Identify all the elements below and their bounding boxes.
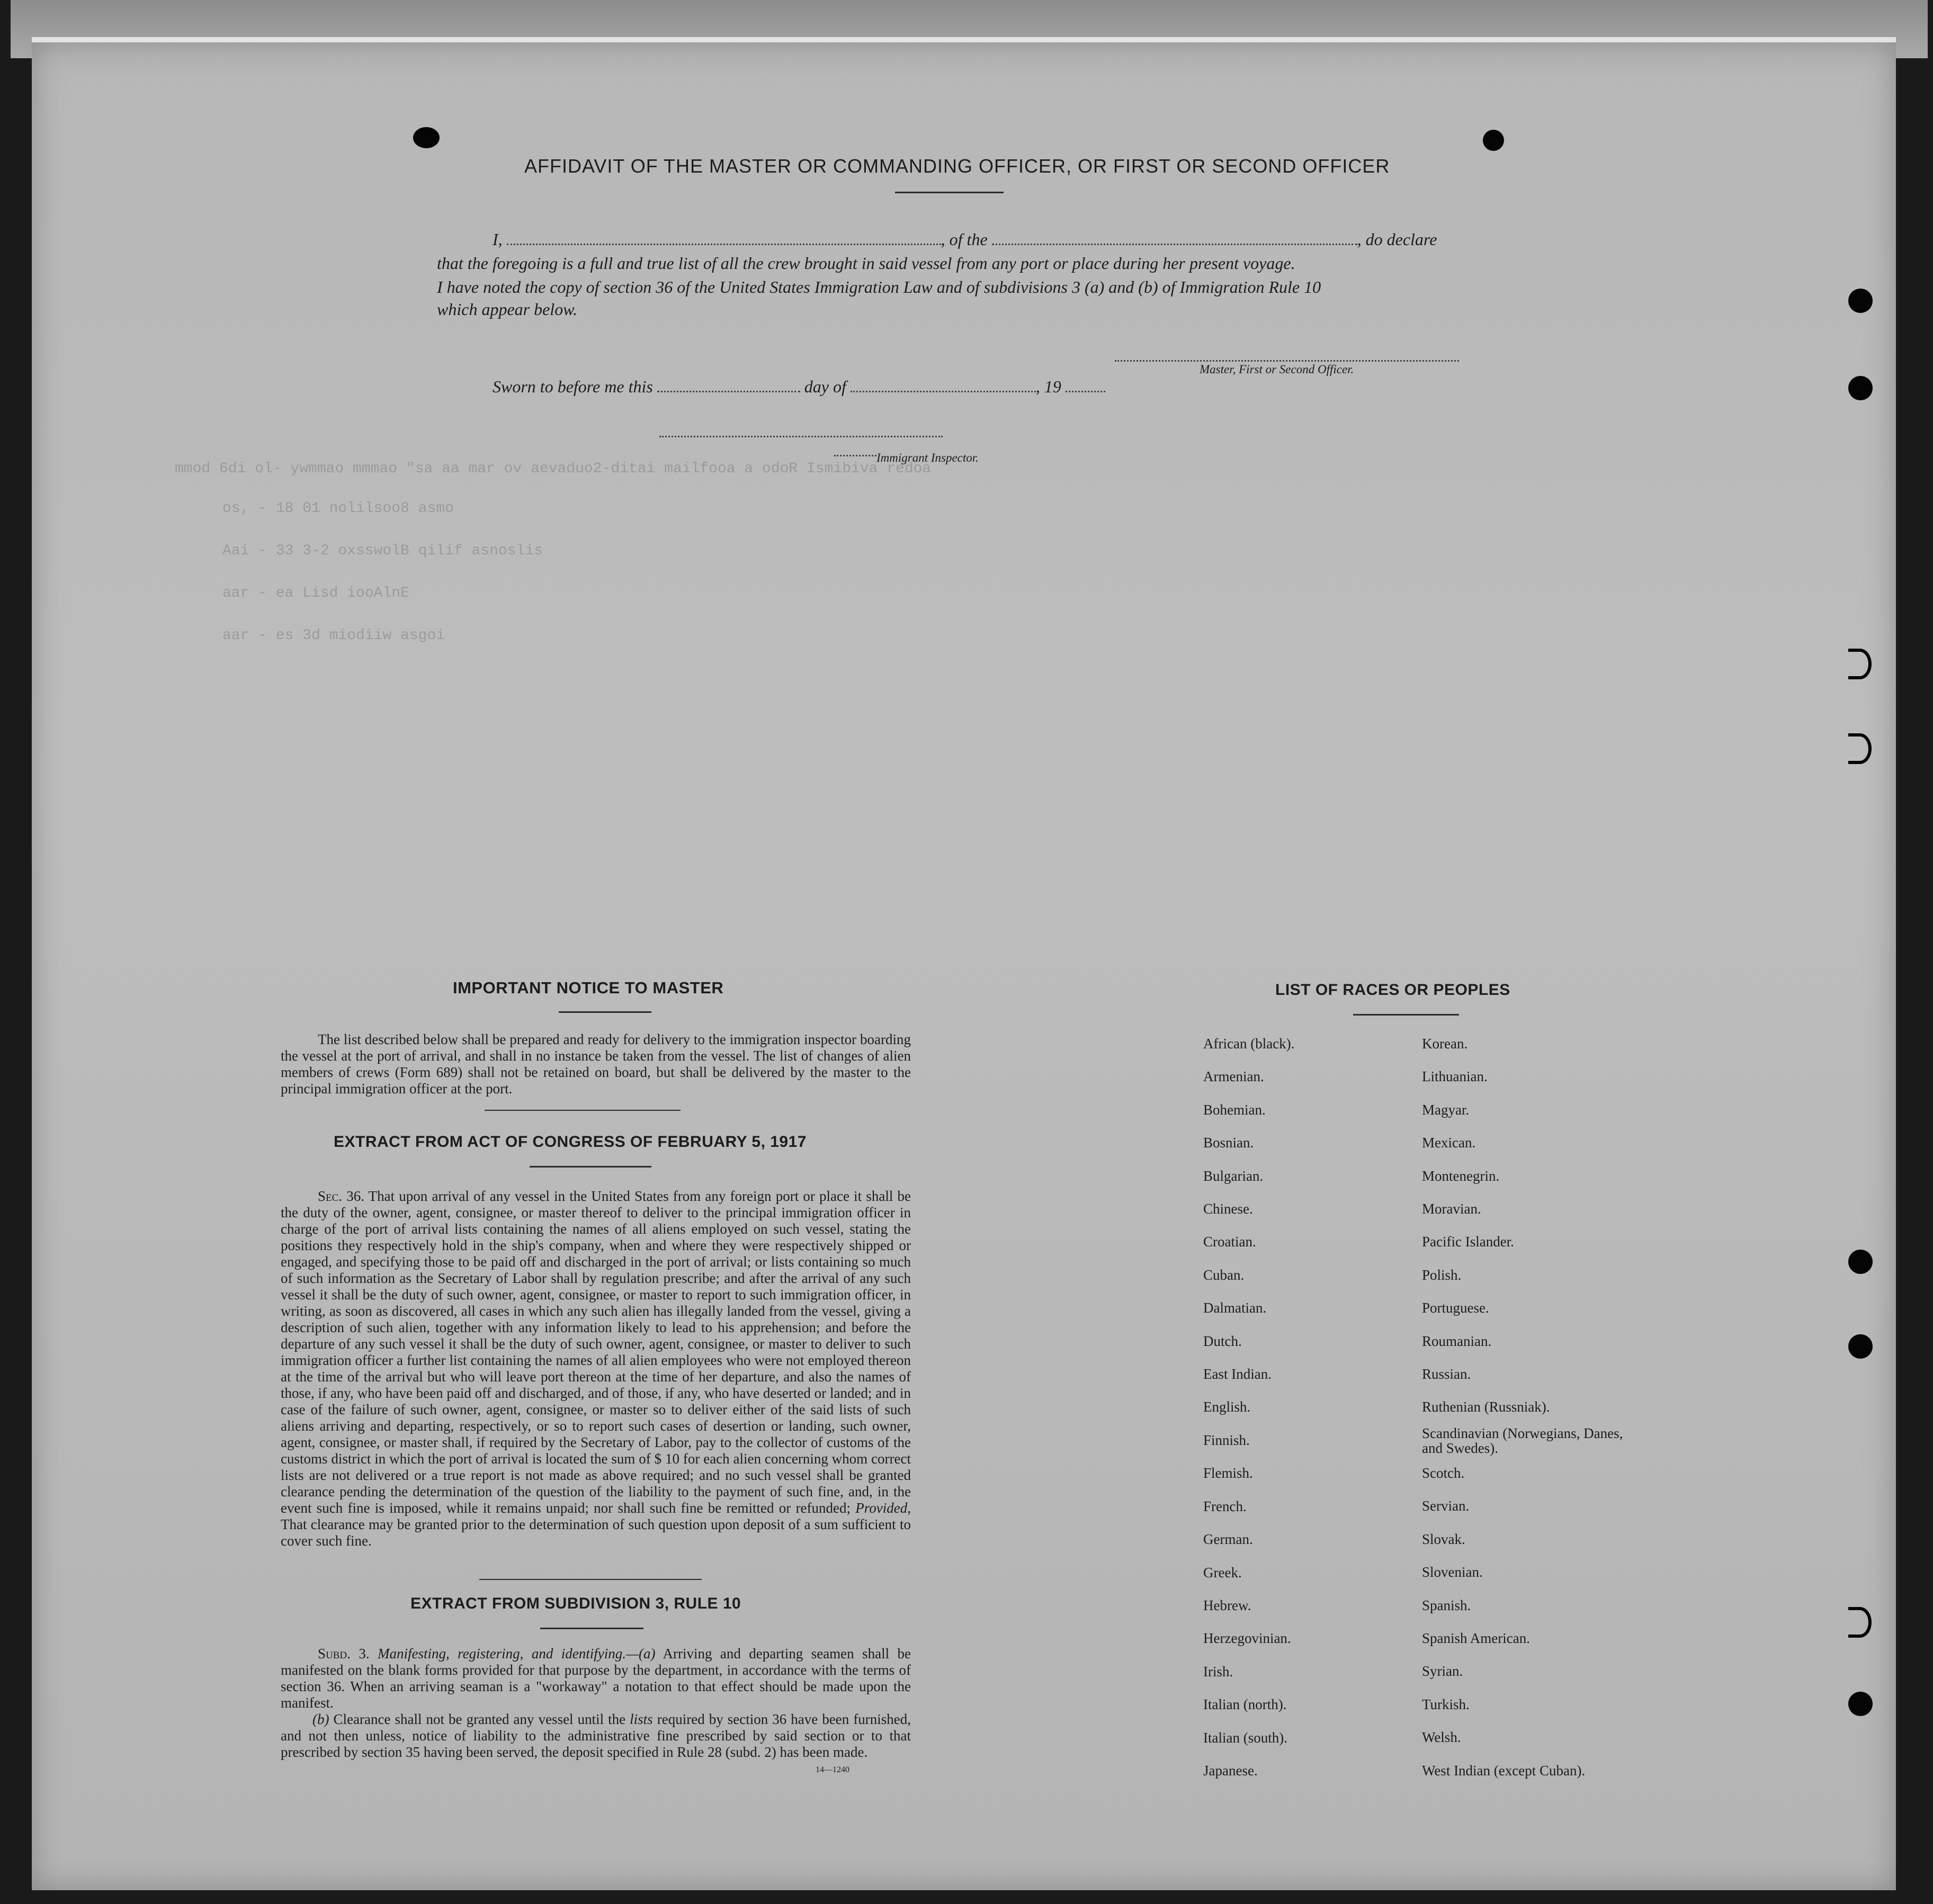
race-item: Croatian. xyxy=(1203,1234,1256,1250)
important-notice-text xyxy=(281,1031,911,1097)
sworn-month-field[interactable] xyxy=(851,376,1036,392)
race-item: Montenegrin. xyxy=(1422,1167,1500,1184)
race-item: Roumanian. xyxy=(1422,1333,1492,1349)
sec-label: Sec. 36. xyxy=(318,1188,364,1204)
declaration-do-declare: , do declare xyxy=(1357,230,1437,249)
race-item: Dutch. xyxy=(1203,1333,1242,1349)
declaration-of-the: , of the xyxy=(941,230,988,249)
master-signature-field[interactable] xyxy=(1115,345,1459,362)
race-item: Syrian. xyxy=(1422,1663,1463,1680)
inspector-caption: Immigrant Inspector. xyxy=(876,451,979,464)
race-item: Dalmatian. xyxy=(1203,1300,1267,1316)
race-item: German. xyxy=(1203,1531,1253,1548)
race-item: Greek. xyxy=(1203,1564,1242,1580)
race-item: Mexican. xyxy=(1422,1135,1476,1151)
race-item: Chinese. xyxy=(1203,1201,1253,1217)
punch-hole xyxy=(1848,1334,1873,1359)
subd-b-text-2: required by section 36 have been furnished, and not then unless, notice of liability to the administrative fine prescribed by said section or to that prescribed by section 35 having been served, the deposit specified in Rule 28 (subd. 2) has been made. xyxy=(281,1711,911,1760)
subd-a-text: Arriving and departing seamen shall be manifested on the blank forms provided for that purpose by the department, in accordance with the terms of section 36. When an arriving seaman is a "workaway" a notation to that effect should be made upon the manifest. xyxy=(281,1646,911,1711)
race-item: Finnish. xyxy=(1203,1432,1250,1448)
race-item: Flemish. xyxy=(1203,1465,1253,1481)
subd-b-label: (b) xyxy=(312,1711,329,1727)
punch-hole xyxy=(1848,1692,1873,1716)
subd-label: Subd. 3. xyxy=(318,1646,370,1661)
race-item: Turkish. xyxy=(1422,1696,1470,1712)
race-item: English. xyxy=(1203,1399,1251,1415)
inspector-signature-dots xyxy=(834,447,876,456)
provided-label: Provided, xyxy=(855,1500,911,1516)
sec-36-text-end: That clearance may be granted prior to the determination of such question upon deposit of a sum sufficient to cover such fine. xyxy=(281,1516,911,1549)
race-item: Scandinavian (Norwegians, Danes, and Swedes). xyxy=(1422,1425,1623,1456)
important-notice-paragraph: The list described below shall be prepared and ready for delivery to the immigration inspector boarding the vessel at the port of arrival, and shall in no instance be taken from the vessel. The list of changes of alien members of crews (Form 689) shall not be retained on board, but shall be delivered by the master to the principal immigration officer at the port. xyxy=(281,1031,911,1097)
divider xyxy=(559,1011,651,1013)
day-of-label: day of xyxy=(804,377,846,396)
vessel-field[interactable] xyxy=(992,229,1357,245)
extract-act-heading: EXTRACT FROM ACT OF CONGRESS OF FEBRUARY 5, 1917 xyxy=(334,1133,807,1151)
divider xyxy=(895,192,1004,193)
declaration-line-4: which appear below. xyxy=(437,300,578,319)
punch-hole xyxy=(1848,649,1872,679)
race-item: Bosnian. xyxy=(1203,1135,1254,1151)
race-item: Korean. xyxy=(1422,1036,1468,1052)
race-item: Servian. xyxy=(1422,1498,1470,1514)
race-item: Russian. xyxy=(1422,1366,1471,1382)
subdivision-b-paragraph xyxy=(281,1711,911,1761)
subd-title: Manifesting, registering, and identifying.—(a) xyxy=(378,1646,656,1661)
race-item: African (black). xyxy=(1203,1036,1295,1052)
race-item: Ruthenian (Russniak). xyxy=(1422,1399,1550,1415)
sworn-label: Sworn to before me this xyxy=(493,377,653,396)
races-left-column xyxy=(1203,1027,1294,1787)
race-item: Bulgarian. xyxy=(1203,1167,1264,1184)
race-item: Magyar. xyxy=(1422,1101,1470,1118)
extract-rule-text xyxy=(281,1646,911,1761)
race-item: Slovenian. xyxy=(1422,1564,1483,1580)
race-item: Japanese. xyxy=(1203,1762,1258,1779)
punch-hole xyxy=(1848,1250,1873,1274)
race-item: Armenian. xyxy=(1203,1068,1264,1085)
inspector-signature-field[interactable] xyxy=(659,421,943,437)
name-field[interactable] xyxy=(507,229,941,245)
race-item: Spanish. xyxy=(1422,1597,1471,1613)
sworn-year-field[interactable] xyxy=(1066,376,1105,392)
divider xyxy=(540,1628,643,1629)
race-item: Welsh. xyxy=(1422,1729,1461,1746)
important-notice-heading: IMPORTANT NOTICE TO MASTER xyxy=(453,978,724,997)
divider xyxy=(479,1579,702,1580)
subd-b-text-1: Clearance shall not be granted any vessel until the xyxy=(333,1711,626,1727)
staple-mark xyxy=(413,127,440,148)
race-item: Lithuanian. xyxy=(1422,1068,1488,1085)
section-36-paragraph xyxy=(281,1188,911,1549)
subdivision-a-paragraph xyxy=(281,1646,911,1711)
divider xyxy=(485,1110,681,1111)
divider xyxy=(1353,1014,1459,1016)
race-item: French. xyxy=(1203,1498,1247,1514)
punch-hole xyxy=(1848,376,1873,400)
declaration-line-3: I have noted the copy of section 36 of the United States Immigration Law and of subdivisions 3 (a) and (b) of Immigration Rule 10 xyxy=(437,277,1321,297)
extract-act-text xyxy=(281,1188,911,1549)
race-item: Bohemian. xyxy=(1203,1101,1266,1118)
divider xyxy=(530,1166,651,1167)
declaration-i: I, xyxy=(493,230,503,249)
race-item: Moravian. xyxy=(1422,1201,1481,1217)
race-item: Polish. xyxy=(1422,1267,1462,1283)
race-item: Pacific Islander. xyxy=(1422,1234,1514,1250)
punch-hole xyxy=(1848,1607,1872,1638)
sworn-line xyxy=(493,375,1105,398)
races-heading: LIST OF RACES OR PEOPLES xyxy=(1275,981,1510,999)
staple-mark xyxy=(1483,130,1504,151)
declaration-line-2: that the foregoing is a full and true list of all the crew brought in said vessel from any port or place during her present voyage. xyxy=(437,254,1295,273)
race-item: Scotch. xyxy=(1422,1465,1465,1481)
race-item: West Indian (except Cuban). xyxy=(1422,1762,1586,1779)
punch-hole xyxy=(1848,289,1873,313)
affidavit-title: AFFIDAVIT OF THE MASTER OR COMMANDING OFFICER, OR FIRST OR SECOND OFFICER xyxy=(524,155,1390,177)
form-number: 14—1240 xyxy=(816,1765,849,1774)
year-prefix: , 19 xyxy=(1035,377,1061,396)
declaration-line-1 xyxy=(493,228,1437,251)
sworn-day-field[interactable] xyxy=(657,376,800,392)
race-item: Portuguese. xyxy=(1422,1300,1489,1316)
race-item: Spanish American. xyxy=(1422,1630,1530,1646)
race-item: Hebrew. xyxy=(1203,1597,1251,1613)
extract-rule-heading: EXTRACT FROM SUBDIVISION 3, RULE 10 xyxy=(410,1595,741,1612)
race-item: Italian (south). xyxy=(1203,1729,1287,1746)
race-item: Herzegovinian. xyxy=(1203,1630,1291,1647)
races-right-column xyxy=(1422,1027,1623,1787)
race-item: Cuban. xyxy=(1203,1267,1245,1283)
sec-36-text: That upon arrival of any vessel in the United States from any foreign port or place it shall be the duty of the owner, agent, consignee, or master thereof to deliver to the principal immigration officer in charge of the port of arrival lists containing the names of all aliens employed on such vessel, stating the positions they respectively hold in the ship's company, when and where they were respectively shipped or engaged, and specifying those to be paid off and discharged in the port of arrival; or lists containing so much of such information as the Secretary of Labor shall by regulation prescribe; and after the arrival of any such vessel it shall be the duty of such owner, agent, consignee, or master to report to such immigration officer, in writing, as soon as discovered, all cases in which any such alien has illegally landed from the vessel, giving a description of such alien, together with any information likely to lead to his apprehension; and before the departure of any such vessel it shall be the duty of such owner, agent, consignee, or master to deliver to such immigration officer a further list containing the names of all alien employees who were not employed thereon at the time of the arrival but who will leave port thereon at the time of her departure, and also the names of those, if any, who have been paid off and discharged, and of those, if any, who have deserted or landed; and in case of the failure of such owner, agent, consignee, or master so to deliver either of the said lists of such aliens arriving and departing, respectively, or so to report such cases of desertion or landing, such owner, agent, consignee, or master shall, if required by the Secretary of Labor, pay to the collector of customs of the customs district in which the port of arrival is located the sum of $ 10 for each alien concerning whom correct lists are not delivered or a true report is not made as above required; and no such vessel shall be granted clearance pending the determination of the question of the liability to the payment of such fine, and, in the event such fine is imposed, while it remains unpaid; nor shall such fine be remitted or refunded; xyxy=(281,1188,911,1516)
race-item: Irish. xyxy=(1203,1663,1233,1680)
lists-word: lists xyxy=(630,1711,653,1727)
race-item: Italian (north). xyxy=(1203,1696,1287,1713)
punch-hole xyxy=(1848,733,1872,764)
master-signature-caption: Master, First or Second Officer. xyxy=(1200,363,1354,376)
race-item: Slovak. xyxy=(1422,1531,1465,1547)
race-item: East Indian. xyxy=(1203,1366,1272,1382)
